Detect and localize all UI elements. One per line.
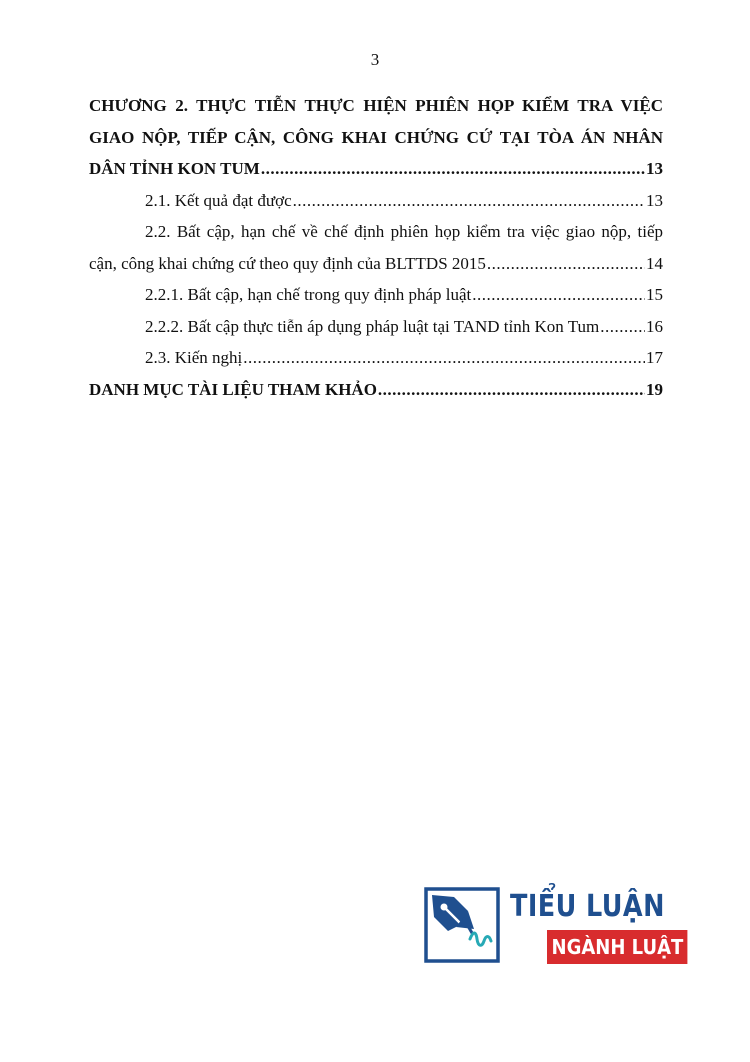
dot-leader	[378, 374, 645, 406]
toc-page-number: 14	[646, 253, 663, 273]
toc-entry-2-2-1[interactable]	[89, 279, 663, 311]
toc-page-number: 15	[646, 285, 663, 304]
toc-entry-heading: 2.2.1. Bất cập, hạn chế trong quy định pháp luật	[145, 285, 472, 304]
dot-leader	[487, 248, 645, 280]
toc-entry-heading: DANH MỤC TÀI LIỆU THAM KHẢO	[89, 379, 377, 399]
toc-entry-references[interactable]	[89, 374, 663, 406]
toc-page-number: 13	[646, 190, 663, 210]
toc-entry-2-2-2[interactable]	[89, 311, 663, 343]
toc-entry-heading-end: cận, công khai chứng cứ theo quy định của BLTTDS 2015	[89, 253, 486, 273]
toc-entry-heading: 2.2.2. Bất cập thực tiễn áp dụng pháp luật tại TAND tỉnh Kon Tum	[145, 316, 600, 336]
page-number: 3	[370, 50, 380, 69]
logo-subtitle: NGÀNH LUẬT	[547, 930, 688, 964]
toc-entry-2-2[interactable]	[89, 216, 663, 279]
dot-leader	[293, 185, 645, 217]
toc-entry-heading: 2.2. Bất cập, hạn chế về chế định phiên họp kiểm tra việc giao nộp, tiếp	[145, 222, 663, 241]
dot-leader	[600, 311, 645, 343]
dot-leader	[261, 153, 645, 185]
toc-entry-2-3[interactable]	[89, 342, 663, 374]
toc-page-number: 16	[646, 316, 663, 336]
table-of-contents	[89, 90, 663, 405]
dot-leader	[243, 342, 645, 374]
toc-entry-heading: 2.1. Kết quả đạt được	[145, 190, 292, 210]
toc-page-number: 13	[646, 159, 663, 178]
toc-entry-chapter-2[interactable]	[89, 90, 663, 185]
toc-page-number: 19	[646, 379, 663, 399]
toc-page-number: 17	[646, 348, 663, 367]
brand-logo	[424, 887, 684, 967]
toc-entry-heading: CHƯƠNG 2. THỰC TIỄN THỰC HIỆN PHIÊN HỌP KIỂM TRA VIỆC GIAO NỘP, TIẾP CẬN, CÔNG KHAI CHỨNG CỨ TẠI TÒA ÁN NHÂN	[89, 96, 663, 147]
toc-entry-heading: 2.3. Kiến nghị	[145, 348, 243, 367]
fountain-pen-nib-icon	[424, 887, 500, 963]
dot-leader	[472, 279, 645, 311]
toc-entry-2-1[interactable]	[89, 185, 663, 217]
logo-title: TIỂU LUẬN	[510, 889, 665, 924]
toc-entry-heading-end: DÂN TỈNH KON TUM	[89, 159, 260, 178]
